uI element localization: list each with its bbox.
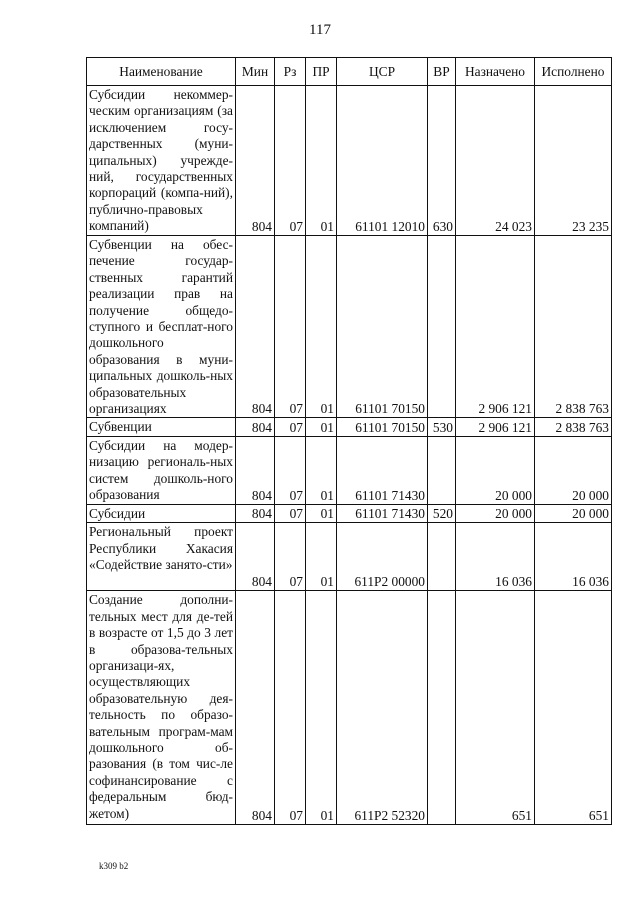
row-vr: 630	[428, 86, 456, 236]
row-rz: 07	[275, 591, 306, 825]
row-min: 804	[236, 523, 275, 591]
row-executed: 20 000	[535, 436, 612, 504]
row-min: 804	[236, 436, 275, 504]
table-row	[87, 418, 612, 436]
row-vr: 530	[428, 418, 456, 436]
row-vr	[428, 523, 456, 591]
row-min: 804	[236, 236, 275, 418]
table-row	[87, 236, 612, 418]
row-pr: 01	[306, 418, 337, 436]
row-min: 804	[236, 418, 275, 436]
header-assigned: Назначено	[456, 58, 535, 86]
table-row	[87, 591, 612, 825]
row-pr: 01	[306, 523, 337, 591]
row-pr: 01	[306, 86, 337, 236]
row-name: Субвенции	[87, 418, 236, 436]
row-name: Субсидии на модер-низацию региональ-ных систем дошколь-ного образования	[87, 436, 236, 504]
row-csr: 611P2 00000	[337, 523, 428, 591]
row-pr: 01	[306, 504, 337, 522]
header-name: Наименование	[87, 58, 236, 86]
row-name: Субвенции на обес-печение государ-ственных гарантий реализации прав на получение общедо-ступного и бесплат-ного дошкольного образования в муни-ципальных дошколь-ных образовательных организациях	[87, 236, 236, 418]
table-row	[87, 86, 612, 236]
row-rz: 07	[275, 418, 306, 436]
row-executed: 2 838 763	[535, 236, 612, 418]
row-min: 804	[236, 591, 275, 825]
row-name: Региональный проект Республики Хакасия «Содействие занято-сти»	[87, 523, 236, 591]
table-row	[87, 504, 612, 522]
table-row	[87, 436, 612, 504]
header-min: Мин	[236, 58, 275, 86]
footer-code: k309 b2	[99, 861, 129, 871]
row-assigned: 2 906 121	[456, 236, 535, 418]
row-csr: 61101 70150	[337, 236, 428, 418]
row-csr: 61101 70150	[337, 418, 428, 436]
table-row	[87, 523, 612, 591]
row-assigned: 651	[456, 591, 535, 825]
row-pr: 01	[306, 436, 337, 504]
row-rz: 07	[275, 523, 306, 591]
row-vr	[428, 236, 456, 418]
row-vr: 520	[428, 504, 456, 522]
row-csr: 611P2 52320	[337, 591, 428, 825]
header-executed: Исполнено	[535, 58, 612, 86]
row-name: Субсидии	[87, 504, 236, 522]
table-header-row	[87, 58, 612, 86]
row-rz: 07	[275, 504, 306, 522]
row-assigned: 20 000	[456, 436, 535, 504]
row-csr: 61101 12010	[337, 86, 428, 236]
budget-table	[86, 57, 612, 825]
row-csr: 61101 71430	[337, 504, 428, 522]
page-number: 117	[309, 22, 331, 38]
row-vr	[428, 436, 456, 504]
row-executed: 23 235	[535, 86, 612, 236]
header-vr: ВР	[428, 58, 456, 86]
row-csr: 61101 71430	[337, 436, 428, 504]
row-rz: 07	[275, 436, 306, 504]
row-rz: 07	[275, 86, 306, 236]
row-assigned: 24 023	[456, 86, 535, 236]
row-executed: 20 000	[535, 504, 612, 522]
header-pr: ПР	[306, 58, 337, 86]
row-executed: 651	[535, 591, 612, 825]
row-pr: 01	[306, 591, 337, 825]
row-executed: 2 838 763	[535, 418, 612, 436]
row-name: Создание дополни-тельных мест для де-тей в возрасте от 1,5 до 3 лет в образова-тельных организаци-ях, осуществляющих образовательную дея-тельность по образо-вательным програм-мам дошкольного об-разования (в том чис-ле софинансирование с федеральным бюд-жетом)	[87, 591, 236, 825]
row-min: 804	[236, 504, 275, 522]
row-rz: 07	[275, 236, 306, 418]
row-vr	[428, 591, 456, 825]
row-min: 804	[236, 86, 275, 236]
header-csr: ЦСР	[337, 58, 428, 86]
row-assigned: 20 000	[456, 504, 535, 522]
row-assigned: 16 036	[456, 523, 535, 591]
row-name: Субсидии некоммер-ческим организациям (за исключением госу-дарственных (муни-ципальных) учрежде-ний, государственных корпораций (компа-ний), публично-правовых компаний)	[87, 86, 236, 236]
row-assigned: 2 906 121	[456, 418, 535, 436]
row-pr: 01	[306, 236, 337, 418]
header-rz: Рз	[275, 58, 306, 86]
row-executed: 16 036	[535, 523, 612, 591]
